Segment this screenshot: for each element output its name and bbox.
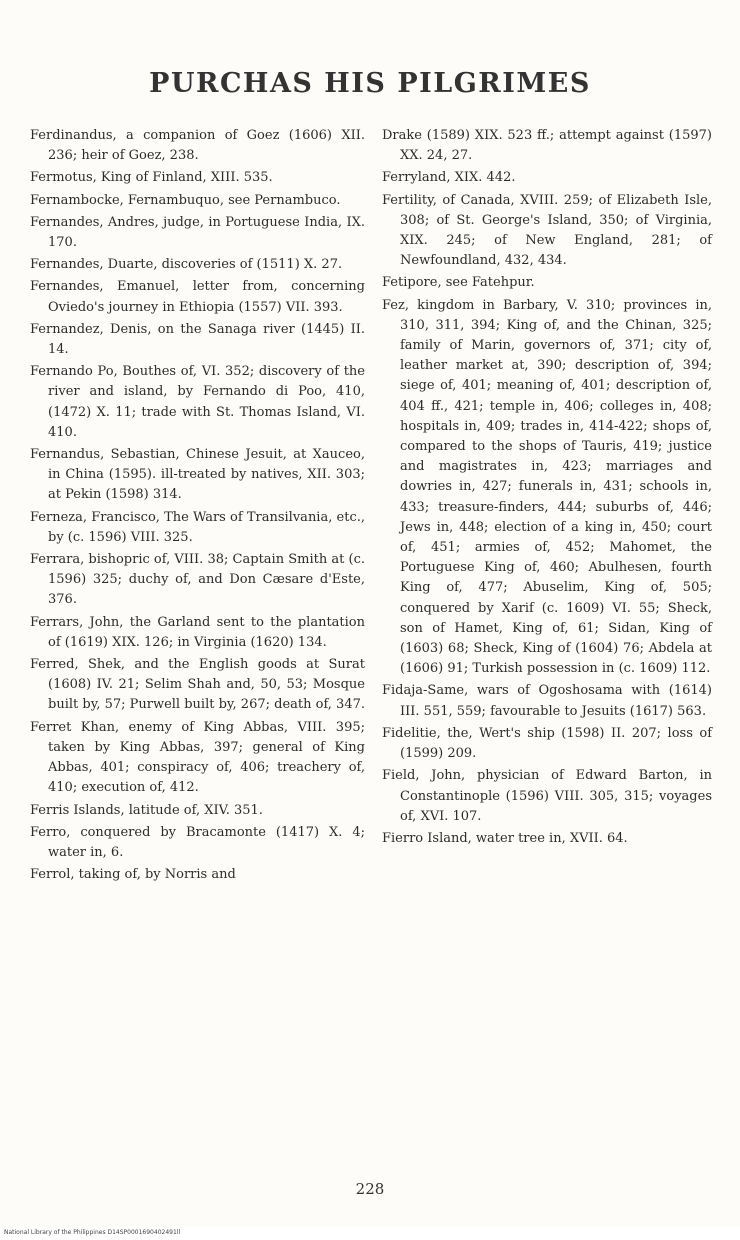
index-entry: Ferris Islands, latitude of, XIV. 351.	[30, 802, 263, 818]
index-entry: Ferrars, John, the Garland sent to the plantation of (1619) XIX. 126; in Virginia (1620) 134.	[30, 614, 365, 650]
index-entry: Ferret Khan, enemy of King Abbas, VIII. 395; taken by King Abbas, 397; general of King Abbas, 401; conspiracy of, 406; treachery of, 410; execution of, 412.	[30, 719, 365, 796]
index-entry: Fidelitie, the, Wert's ship (1598) II. 207; loss of (1599) 209.	[382, 725, 712, 762]
page-number: 228	[355, 1180, 385, 1198]
index-entry: Fidaja-Same, wars of Ogoshosama with (1614) III. 551, 559; favourable to Jesuits (1617) 563.	[382, 683, 712, 719]
index-entry: Ferdinandus, a companion of Goez (1606) XII. 236; heir of Goez, 238.	[30, 128, 365, 164]
index-entry: Fernambocke, Fernambuquo, see Pernambuco.	[30, 192, 341, 208]
index-entry: Field, John, physician of Edward Barton, in Constantinople (1596) VIII. 305, 315; voyages of, XVI. 107.	[382, 768, 712, 824]
index-entry: Ferrol, taking of, by Norris and	[30, 867, 236, 883]
index-entry: Fetipore, see Fatehpur.	[382, 275, 535, 291]
index-entry: Ferro, conquered by Bracamonte (1417) X. 4; water in, 6.	[30, 824, 365, 860]
index-entry: Fernandes, Emanuel, letter from, concerning Oviedo's journey in Ethiopia (1557) VII. 393.	[30, 279, 365, 315]
index-entry: Fernando Po, Bouthes of, VI. 352; discovery of the river and island, by Fernando di Poo, 410, (1472) X. 11; trade with St. Thomas Island, VI. 410.	[30, 364, 365, 440]
index-entry: Fertility, of Canada, XVIII. 259; of Elizabeth Isle, 308; of St. George's Island, 350; of Virginia, XIX. 245; of New England, 281; of Newfoundland, 432, 434.	[382, 192, 712, 269]
index-entry: Fierro Island, water tree in, XVII. 64.	[382, 830, 628, 846]
index-column-left	[30, 126, 365, 887]
index-entry: Fernandez, Denis, on the Sanaga river (1445) II. 14.	[30, 321, 365, 358]
index-entry: Fernandes, Duarte, discoveries of (1511) X. 27.	[30, 257, 343, 273]
page-title: PURCHAS HIS PILGRIMES	[149, 68, 591, 99]
index-entry: Ferrara, bishopric of, VIII. 38; Captain Smith at (c. 1596) 325; duchy of, and Don Cæsare d'Este, 376.	[30, 552, 365, 608]
index-entry: Fermotus, King of Finland, XIII. 535.	[30, 170, 273, 186]
index-entry: Fernandes, Andres, judge, in Portuguese India, IX. 170.	[30, 214, 365, 251]
index-entry: Ferred, Shek, and the English goods at Surat (1608) IV. 21; Selim Shah and, 50, 53; Mosque built by, 57; Purwell built by, 267; death of, 347.	[30, 657, 366, 713]
footer-watermark: National Library of the Philippines D14SP0001690402491ll	[0, 1226, 740, 1240]
index-entry: Ferryland, XIX. 442.	[382, 170, 516, 186]
index-entry: Ferneza, Francisco, The Wars of Transilvania, etc., by (c. 1596) VIII. 325.	[30, 509, 365, 545]
index-entry: Fernandus, Sebastian, Chinese Jesuit, at Xauceo, in China (1595). ill-treated by natives, XII. 303; at Pekin (1598) 314.	[30, 447, 365, 503]
index-entry: Drake (1589) XIX. 523 ff.; attempt against (1597) XX. 24, 27.	[382, 128, 712, 164]
index-column-right	[382, 126, 712, 851]
index-entry: Fez, kingdom in Barbary, V. 310; provinces in, 310, 311, 394; King of, and the Chinan, 325; family of Marin, governors of, 371; city of, leather market at, 390; description of, 394; siege of, 401; meaning of, 401; description of, 404 ff., 421; temple in, 406; colleges in, 408; hospitals in, 409; trades in, 414-422; shops of, compared to the shops of Tauris, 419; justice and magistrates in, 423; marriages and dowries in, 427; funerals in, 431; schools in, 433; treasure-finders, 444; suburbs of, 446; Jews in, 448; election of a king in, 450; court of, 451; armies of, 452; Mahomet, the Portuguese King of, 460; Abulhesen, fourth King of, 477; Abuselim, King of, 505; conquered by Xarif (c. 1609) VI. 55; Sheck, son of Hamet, King of, 61; Sidan, King of (1603) 68; Sheck, King of (1604) 76; Abdela at (1606) 91; Turkish possession in (c. 1609) 112.	[382, 297, 712, 677]
